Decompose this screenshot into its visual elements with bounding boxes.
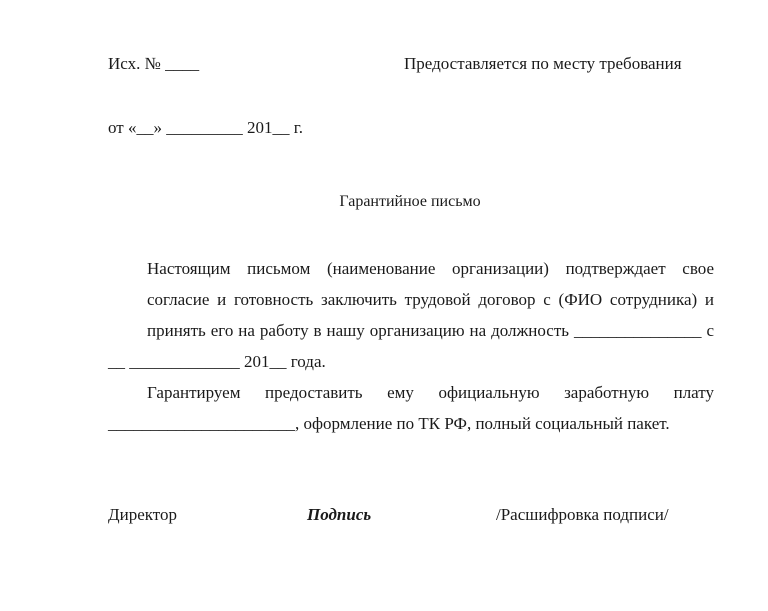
paragraph-1-line-3: принять его на работу в нашу организацию на должность _______________ с — [147, 321, 714, 340]
signature-decode-label: /Расшифровка подписи/ — [496, 505, 669, 524]
paragraph-2-line-2: ______________________, оформление по ТК РФ, полный социальный пакет. — [108, 414, 670, 433]
paragraph-1-line-4: __ _____________ 201__ года. — [108, 352, 326, 371]
paragraph-2 — [108, 377, 714, 439]
paragraph-1-line-1: Настоящим письмом (наименование организации) подтверждает свое — [147, 259, 714, 278]
outgoing-number: Исх. № ____ — [108, 54, 200, 73]
document-title: Гарантийное письмо — [339, 193, 481, 210]
letter-body — [108, 253, 714, 439]
paragraph-1-line-2: согласие и готовность заключить трудовой договор с (ФИО сотрудника) и — [147, 290, 714, 309]
date-line: от «__» _________ 201__ г. — [108, 118, 304, 137]
paragraph-2-line-1: Гарантируем предоставить ему официальную заработную плату — [147, 383, 714, 402]
provided-note: Предоставляется по месту требования — [404, 54, 682, 73]
signature-label: Подпись — [307, 505, 372, 524]
director-label: Директор — [108, 505, 177, 524]
paragraph-1 — [108, 253, 714, 377]
